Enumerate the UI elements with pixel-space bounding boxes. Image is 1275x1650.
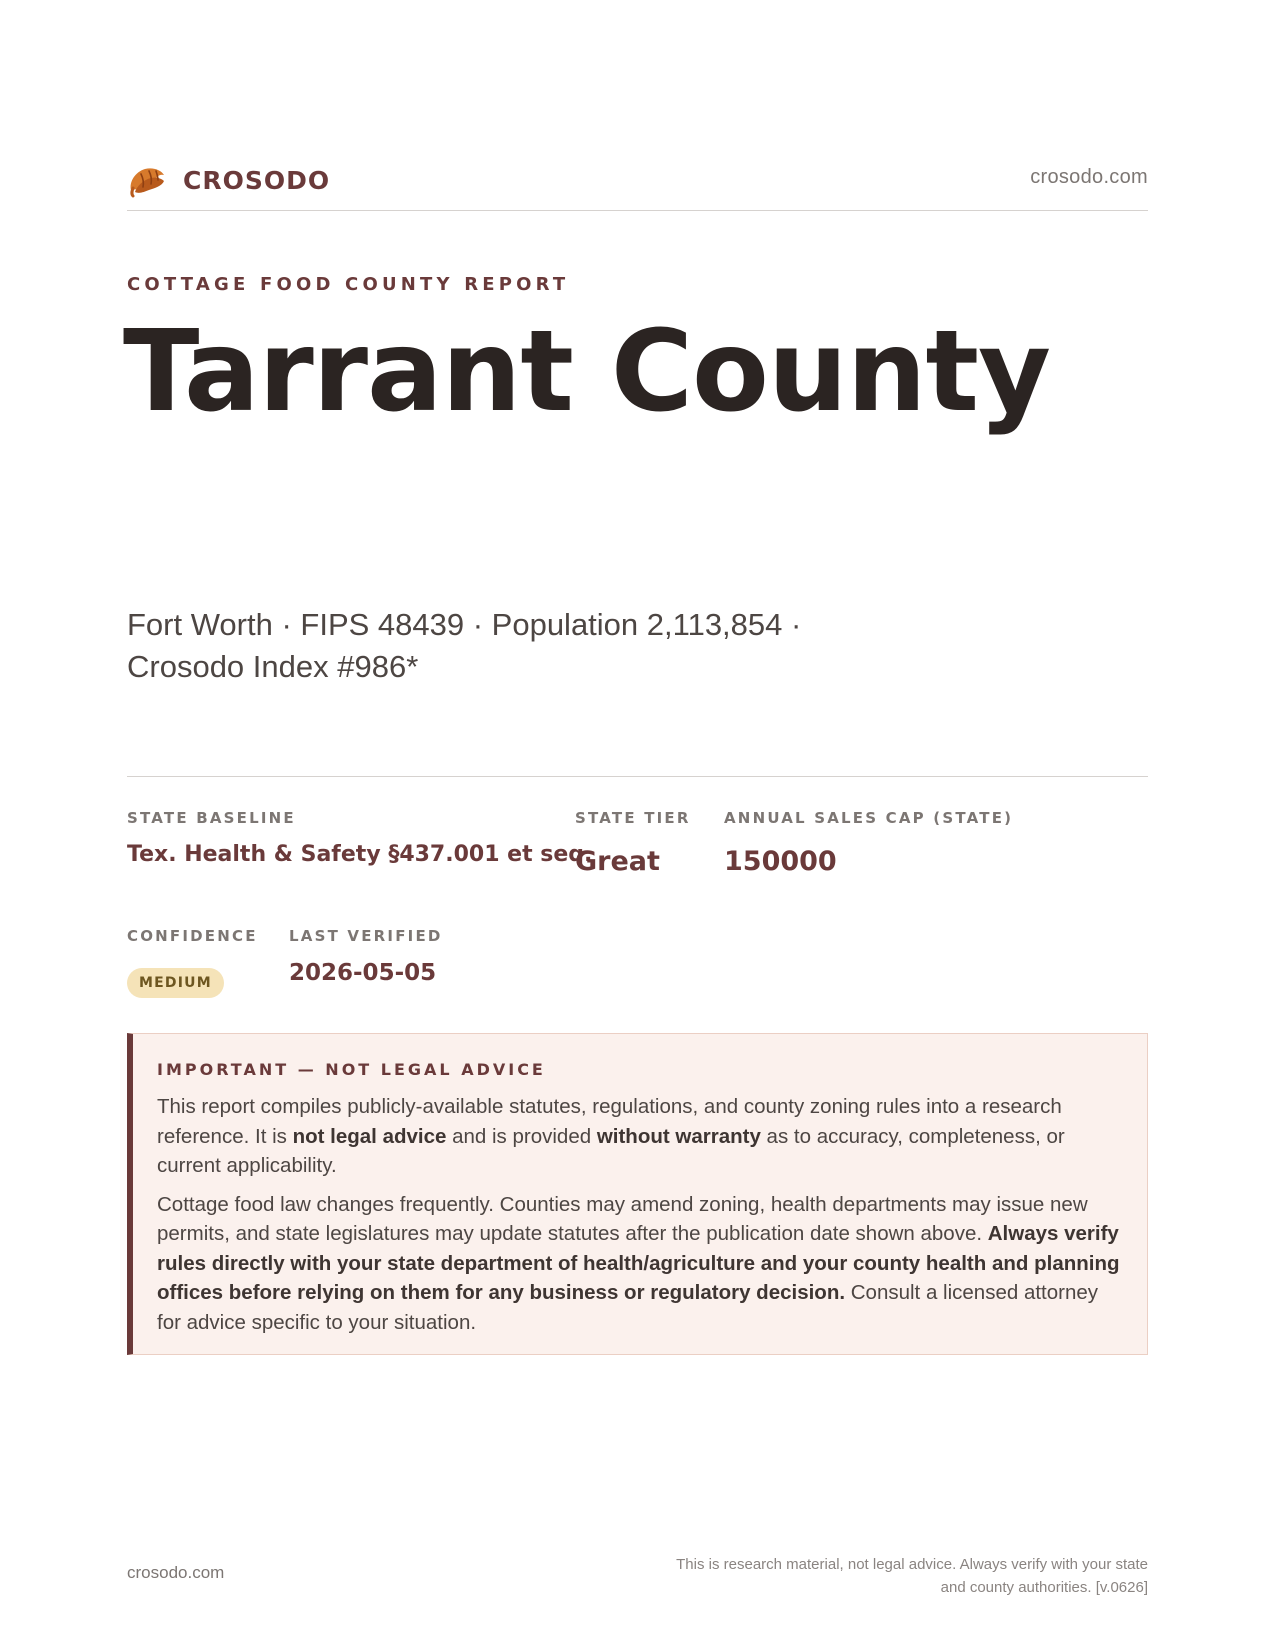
legal-notice (127, 1033, 1148, 1355)
state-tier-value: Great (575, 846, 660, 877)
site-link[interactable]: crosodo.com (1030, 166, 1148, 188)
sales-cap-label: ANNUAL SALES CAP (STATE) (724, 809, 1014, 827)
footer-disclaimer-line-1: This is research material, not legal advice. Always verify with your state (676, 1556, 1148, 1573)
confidence-label: CONFIDENCE (127, 927, 258, 945)
footer-site-link[interactable]: crosodo.com (127, 1563, 225, 1582)
confidence-badge: MEDIUM (127, 968, 224, 998)
last-verified-value: 2026-05-05 (289, 960, 437, 986)
footer-disclaimer-line-2: and county authorities. [v.0626] (940, 1579, 1148, 1596)
footer-disclaimer (588, 1553, 1148, 1599)
page-header (127, 158, 1148, 211)
notice-title: IMPORTANT — NOT LEGAL ADVICE (157, 1060, 546, 1079)
last-verified-label: LAST VERIFIED (289, 927, 443, 945)
state-baseline-value: Tex. Health & Safety §437.001 et seq. (127, 842, 593, 867)
report-subtitle: Fort Worth · FIPS 48439 · Population 2,113,854 · Crosodo Index #986* (127, 607, 802, 684)
state-baseline-label: STATE BASELINE (127, 809, 296, 827)
sales-cap-value: 150000 (724, 846, 837, 877)
notice-paragraph-2: Cottage food law changes frequently. Counties may amend zoning, health departments may issue new permits, and state legislatures may update statutes after the publication date shown above. Always verify rules directly with your state department of health/agriculture and your county health and planning offices before relying on them for any business or regulatory decision. Consult a licensed attorney for advice specific to your situation. (157, 1192, 1120, 1334)
page-title: Tarrant County (123, 307, 1051, 437)
brand (127, 160, 330, 200)
report-eyebrow: COTTAGE FOOD COUNTY REPORT (127, 274, 570, 295)
state-tier-label: STATE TIER (575, 809, 691, 827)
croissant-icon (127, 160, 167, 200)
report-page (123, 0, 1148, 1650)
divider (127, 776, 1148, 777)
brand-name: CROSODO (183, 165, 331, 195)
notice-paragraph-1: This report compiles publicly-available statutes, regulations, and county zoning rules into a research reference. It is not legal advice and is provided without warranty as to accuracy, completeness, or current applicability. (157, 1095, 1065, 1177)
